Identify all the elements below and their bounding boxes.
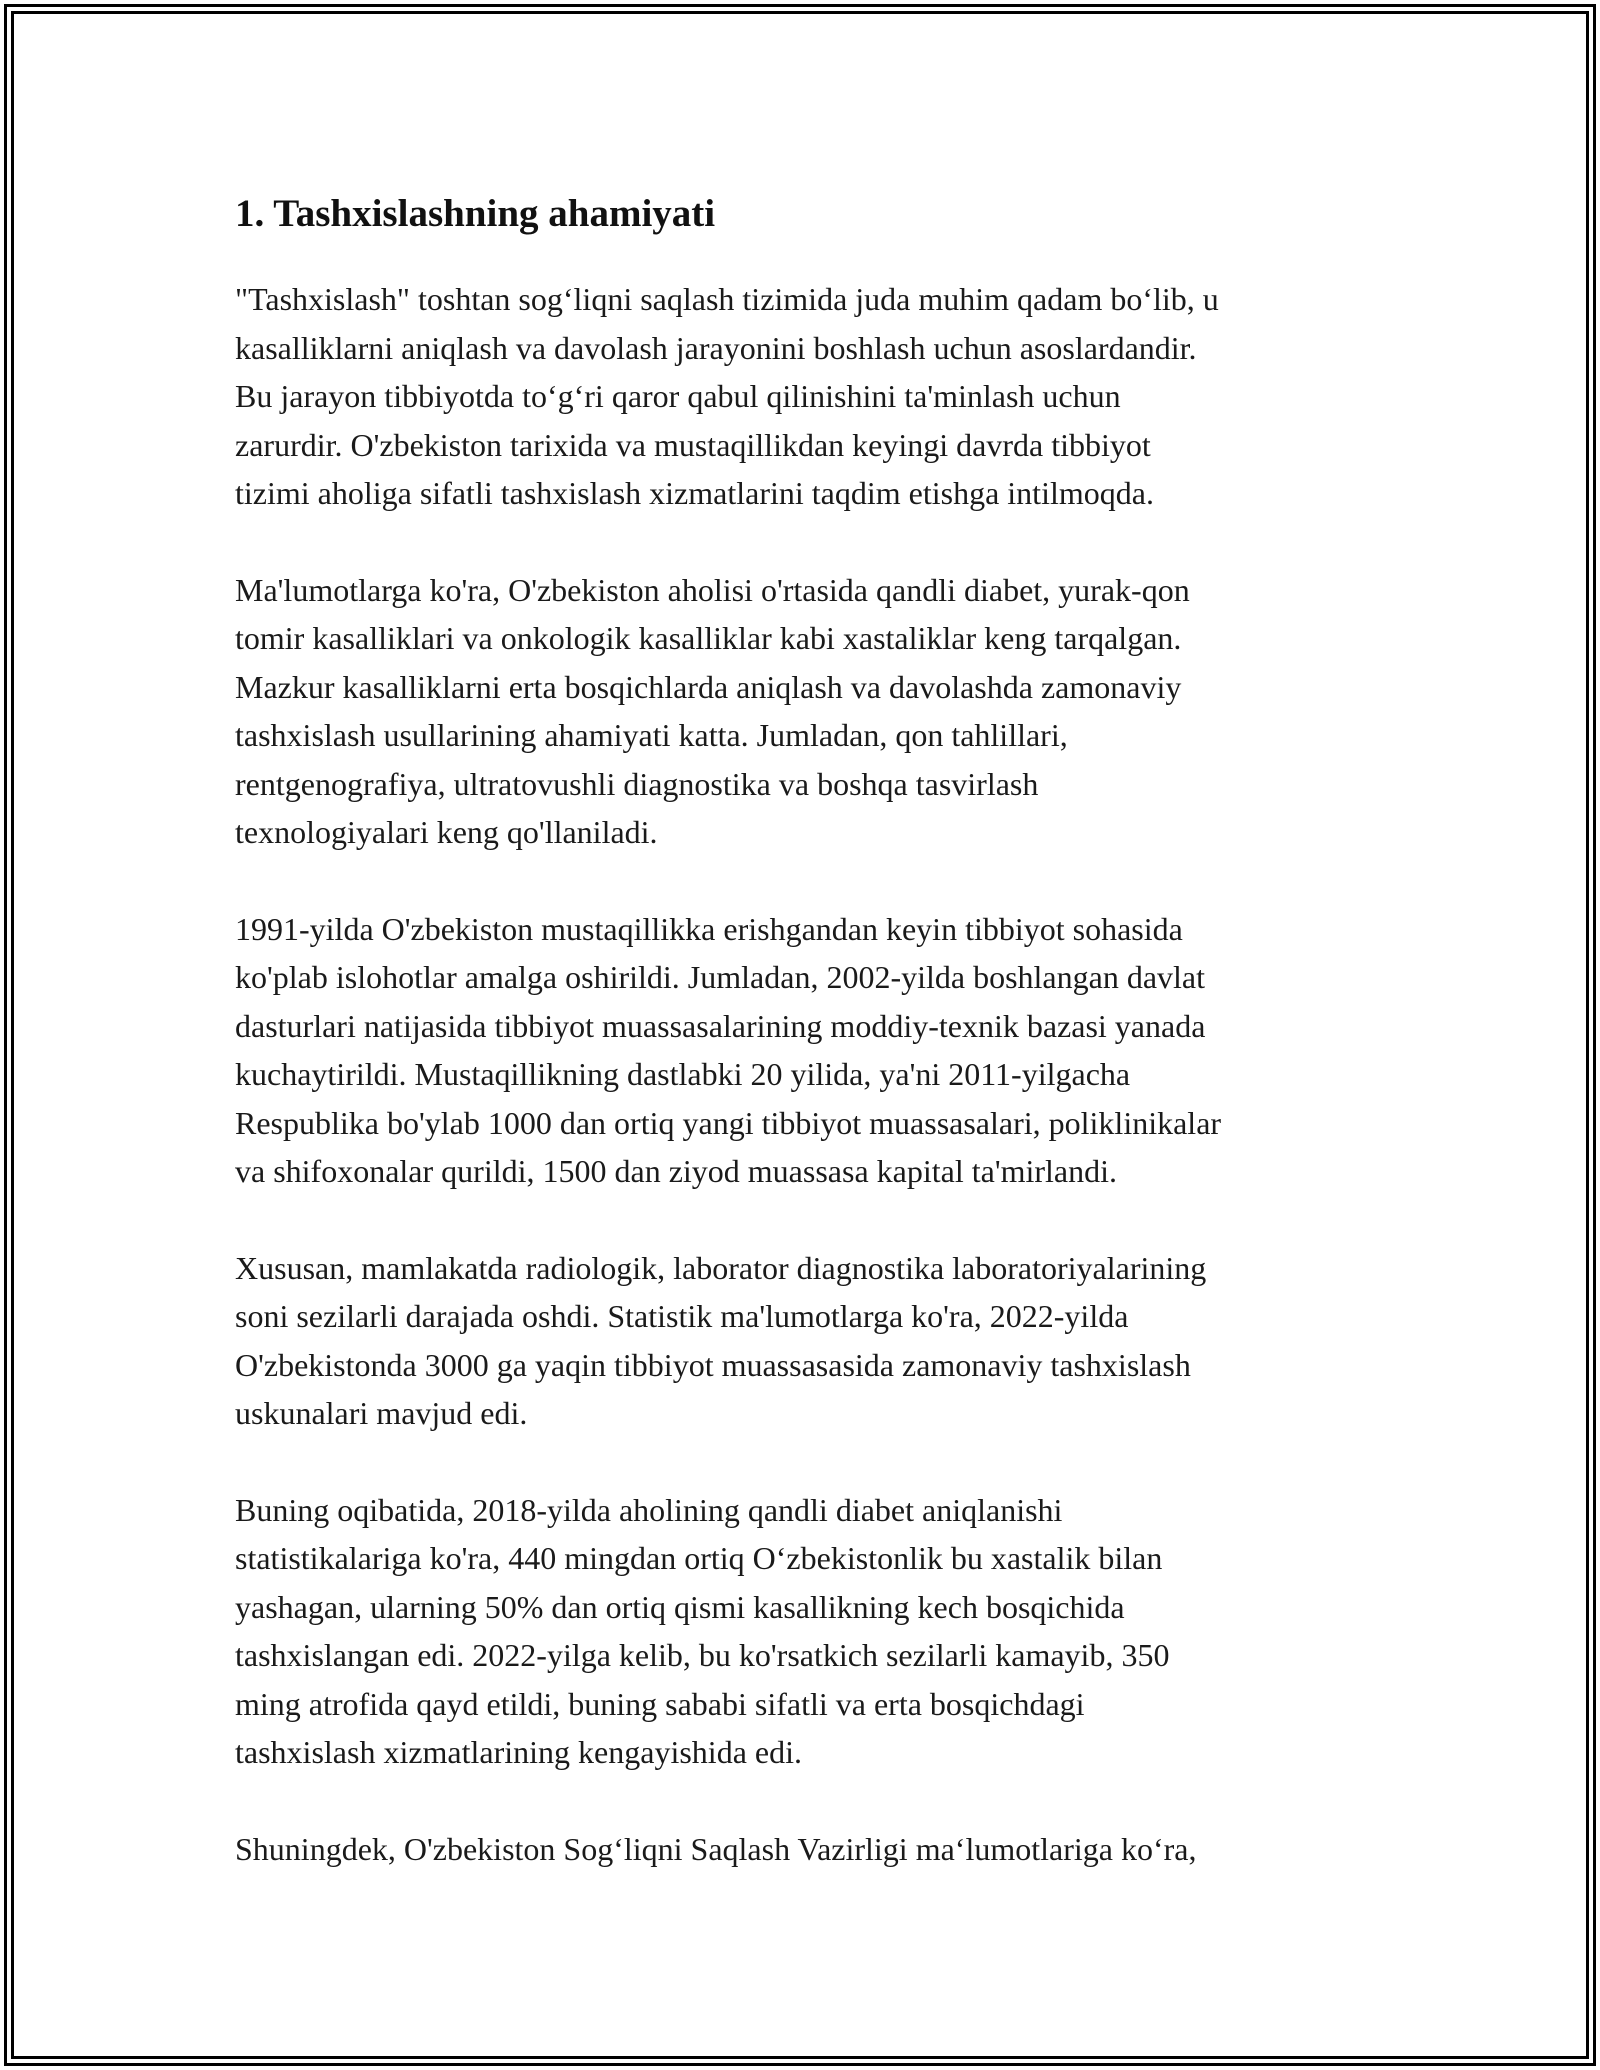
- text-line: 1991-yilda O'zbekiston mustaqillikka erishgandan keyin tibbiyot sohasida: [235, 910, 1183, 947]
- text-line: tomir kasalliklari va onkologik kasalliklar kabi xastaliklar keng tarqalgan.: [235, 620, 1182, 656]
- text-line: Respublika bo'ylab 1000 dan ortiq yangi tibbiyot muassasalari, poliklinikalar: [235, 1104, 1222, 1141]
- text-line: O'zbekistonda 3000 ga yaqin tibbiyot muassasasida zamonaviy tashxislash: [235, 1346, 1191, 1383]
- text-line: ming atrofida qayd etildi, buning sababi sifatli va erta bosqichdagi: [235, 1685, 1085, 1722]
- text-line: dasturlari natijasida tibbiyot muassasalarining moddiy-texnik bazasi yanada: [235, 1007, 1206, 1044]
- text-line: kuchaytirildi. Mustaqillikning dastlabki 20 yilida, ya'ni 2011-yilgacha: [235, 1056, 1131, 1092]
- paragraph-diabetes-statistics: [235, 1486, 1385, 1777]
- text-line: soni sezilarli darajada oshdi. Statistik ma'lumotlarga ko'ra, 2022-yilda: [235, 1298, 1129, 1334]
- text-line: tashxislangan edi. 2022-yilga kelib, bu ko'rsatkich sezilarli kamayib, 350: [235, 1637, 1170, 1673]
- text-line: Shuningdek, O'zbekiston Sog‘liqni Saqlash Vazirligi ma‘lumotlariga ko‘ra,: [235, 1830, 1197, 1867]
- text-line: Bu jarayon tibbiyotda to‘g‘ri qaror qabul qilinishini ta'minlash uchun: [235, 378, 1121, 414]
- text-line: va shifoxonalar qurildi, 1500 dan ziyod muassasa kapital ta'mirlandi.: [235, 1153, 1117, 1189]
- paragraph-diagnosis-importance: [235, 275, 1385, 518]
- text-line: statistikalariga ko'ra, 440 mingdan ortiq O‘zbekistonlik bu xastalik bilan: [235, 1540, 1163, 1576]
- section-heading: 1. Tashxislashning ahamiyati: [235, 192, 716, 235]
- text-line: Mazkur kasalliklarni erta bosqichlarda aniqlash va davolashda zamonaviy: [235, 668, 1182, 705]
- text-line: Xususan, mamlakatda radiologik, laborator diagnostika laboratoriyalarining: [235, 1249, 1207, 1286]
- text-line: tizimi aholiga sifatli tashxislash xizmatlarini taqdim etishga intilmoqda.: [235, 475, 1154, 511]
- text-line: yashagan, ularning 50% dan ortiq qismi kasallikning kech bosqichida: [235, 1588, 1125, 1625]
- text-line: kasalliklarni aniqlash va davolash jarayonini boshlash uchun asoslardandir.: [235, 329, 1197, 366]
- document-body: [235, 186, 1385, 1921]
- text-line: uskunalari mavjud edi.: [235, 1395, 528, 1431]
- text-line: Ma'lumotlarga ko'ra, O'zbekiston aholisi o'rtasida qandli diabet, yurak-qon: [235, 571, 1190, 608]
- text-line: texnologiyalari keng qo'llaniladi.: [235, 814, 658, 850]
- text-line: rentgenografiya, ultratovushli diagnostika va boshqa tasvirlash: [235, 765, 1039, 802]
- text-line: "Tashxislash" toshtan sog‘liqni saqlash tizimida juda muhim qadam bo‘lib, u: [235, 281, 1219, 317]
- paragraph-disease-prevalence: [235, 566, 1385, 857]
- text-line: Buning oqibatida, 2018-yilda aholining qandli diabet aniqlanishi: [235, 1491, 1063, 1528]
- paragraph-laboratories: [235, 1244, 1385, 1438]
- text-line: ko'plab islohotlar amalga oshirildi. Jumladan, 2002-yilda boshlangan davlat: [235, 959, 1206, 995]
- text-line: tashxislash usullarining ahamiyati katta. Jumladan, qon tahlillari,: [235, 717, 1068, 753]
- paragraph-ministry-data: [235, 1825, 1385, 1874]
- text-line: tashxislash xizmatlarining kengayishida edi.: [235, 1734, 802, 1770]
- paragraph-reforms: [235, 905, 1385, 1196]
- text-line: zarurdir. O'zbekiston tarixida va mustaqillikdan keyingi davrda tibbiyot: [235, 426, 1151, 463]
